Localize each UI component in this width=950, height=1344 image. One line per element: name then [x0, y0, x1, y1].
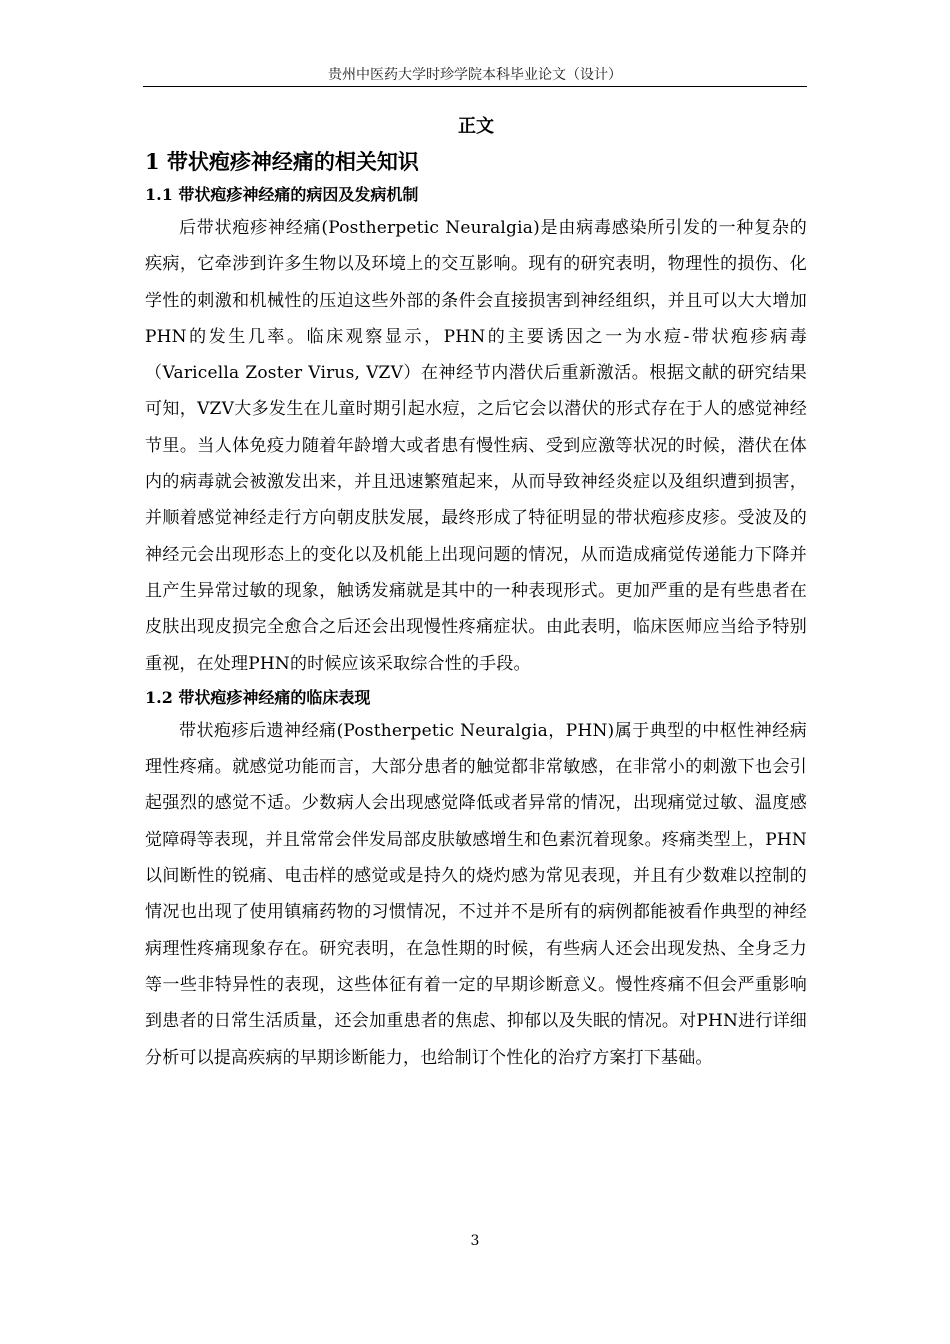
- running-header: 贵州中医药大学时珍学院本科毕业论文（设计）: [328, 67, 622, 83]
- chapter-heading: 1 带状疱疹神经痛的相关知识: [145, 149, 419, 174]
- header-rule: [143, 86, 807, 87]
- section-paragraph-1-2: 带状疱疹后遗神经痛(Postherpetic Neuralgia，PHN)属于典型的中枢性神经病理性疼痛。就感觉功能而言，大部分患者的触觉都非常敏感，在非常小的刺激下也会引起强烈的感觉不适。少数病人会出现感觉降低或者异常的情况，出现痛觉过敏、温度感觉障碍等表现，并且常常会伴发局部皮肤敏感增生和色素沉着现象。疼痛类型上，PHN以间断性的锐痛、电击样的感觉或是持久的烧灼感为常见表现，并且有少数难以控制的情况也出现了使用镇痛药物的习惯情况，不过并不是所有的病例都能被看作典型的神经病理性疼痛现象存在。研究表明，在急性期的时候，有些病人还会出现发热、全身乏力等一些非特异性的表现，这些体征有着一定的早期诊断意义。慢性疼痛不但会严重影响到患者的日常生活质量，还会加重患者的焦虑、抑郁以及失眠的情况。对PHN进行详细分析可以提高疾病的早期诊断能力，也给制订个性化的治疗方案打下基础。: [145, 720, 807, 1068]
- section-heading-1-1: 1.1 带状疱疹神经痛的病因及发病机制: [145, 185, 419, 204]
- section-heading-1-2: 1.2 带状疱疹神经痛的临床表现: [145, 687, 371, 707]
- page-number: 3: [470, 1233, 480, 1249]
- section-paragraph-1-1: 后带状疱疹神经痛(Postherpetic Neuralgia)是由病毒感染所引发的一种复杂的疾病，它牵涉到许多生物以及环境上的交互影响。现有的研究表明，物理性的损伤、化学性的刺激和机械性的压迫这些外部的条件会直接损害到神经组织，并且可以大大增加PHN的发生几率。临床观察显示，PHN的主要诱因之一为水痘-带状疱疹病毒（Varicella Zoster Virus, VZV）在神经节内潜伏后重新激活。根据文献的研究结果可知，VZV大多发生在儿童时期引起水痘，之后它会以潜伏的形式存在于人的感觉神经节里。当人体免疫力随着年龄增大或者患有慢性病、受到应激等状况的时候，潜伏在体内的病毒就会被激发出来，并且迅速繁殖起来，从而导致神经炎症以及组织遭到损害，并顺着感觉神经走行方向朝皮肤发展，最终形成了特征明显的带状疱疹皮疹。受波及的神经元会出现形态上的变化以及机能上出现问题的情况，从而造成痛觉传递能力下降并且产生异常过敏的现象，触诱发痛就是其中的一种表现形式。更加严重的是有些患者在皮肤出现皮损完全愈合之后还会出现慢性疼痛症状。由此表明，临床医师应当给予特别重视，在处理PHN的时候应该采取综合性的手段。: [145, 218, 807, 674]
- section-label: 正文: [458, 116, 494, 137]
- body-text-frame: [145, 114, 807, 1079]
